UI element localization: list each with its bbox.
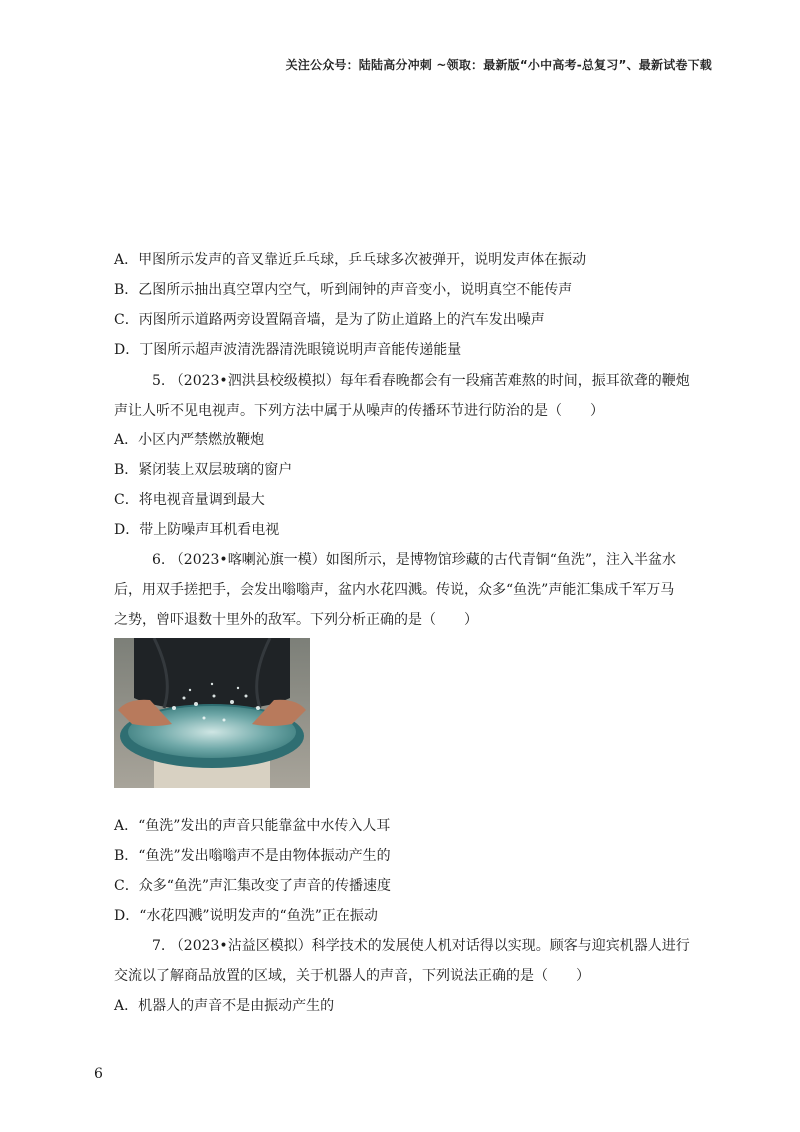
page-number: 6 bbox=[94, 1066, 103, 1082]
q6-stem-line3: 之势，曾吓退数十里外的敌军。下列分析正确的是（ ） bbox=[114, 612, 478, 628]
q6-stem-line1: 6. （2023•喀喇沁旗一模）如图所示，是博物馆珍藏的古代青铜“鱼洗”，注入半盆水 bbox=[152, 552, 677, 568]
q5-option-a: A．小区内严禁燃放鞭炮 bbox=[114, 432, 265, 448]
q7-stem-line1: 7. （2023•沾益区模拟）科学技术的发展使人机对话得以实现。顾客与迎宾机器人进行 bbox=[152, 938, 690, 954]
q5-option-d: D．带上防噪声耳机看电视 bbox=[114, 522, 280, 538]
q4-option-d: D．丁图所示超声波清洗器清洗眼镜说明声音能传递能量 bbox=[114, 342, 462, 358]
q6-stem-line2: 后，用双手搓把手，会发出嗡嗡声，盆内水花四溅。传说，众多“鱼洗”声能汇集成千军万马 bbox=[114, 582, 675, 598]
q6-option-b: B．“鱼洗”发出嗡嗡声不是由物体振动产生的 bbox=[114, 848, 391, 864]
q6-option-d: D．“水花四溅”说明发声的“鱼洗”正在振动 bbox=[114, 908, 378, 924]
q4-option-b: B．乙图所示抽出真空罩内空气，听到闹钟的声音变小，说明真空不能传声 bbox=[114, 282, 573, 298]
q6-option-a: A．“鱼洗”发出的声音只能靠盆中水传入人耳 bbox=[114, 818, 391, 834]
q5-stem-line2: 声让人听不见电视声。下列方法中属于从噪声的传播环节进行防治的是（ ） bbox=[114, 403, 604, 419]
q7-option-a: A．机器人的声音不是由振动产生的 bbox=[114, 998, 335, 1014]
fish-basin-photo bbox=[114, 638, 310, 788]
q5-option-b: B．紧闭装上双层玻璃的窗户 bbox=[114, 462, 293, 478]
q5-option-c: C．将电视音量调到最大 bbox=[114, 492, 265, 508]
q5-stem-line1: 5. （2023•泗洪县校级模拟）每年看春晚都会有一段痛苦难熬的时间，振耳欲聋的鞭炮 bbox=[152, 373, 690, 389]
q4-option-a: A．甲图所示发声的音叉靠近乒乓球，乒乓球多次被弹开，说明发声体在振动 bbox=[114, 252, 587, 268]
q7-stem-line2: 交流以了解商品放置的区域，关于机器人的声音，下列说法正确的是（ ） bbox=[114, 968, 590, 984]
q4-option-c: C．丙图所示道路两旁设置隔音墙，是为了防止道路上的汽车发出噪声 bbox=[114, 312, 545, 328]
q6-option-c: C．众多“鱼洗”声汇集改变了声音的传播速度 bbox=[114, 878, 392, 894]
page-header: 关注公众号：陆陆高分冲刺 ~领取：最新版“小中高考-总复习”、最新试卷下载 bbox=[285, 58, 712, 72]
